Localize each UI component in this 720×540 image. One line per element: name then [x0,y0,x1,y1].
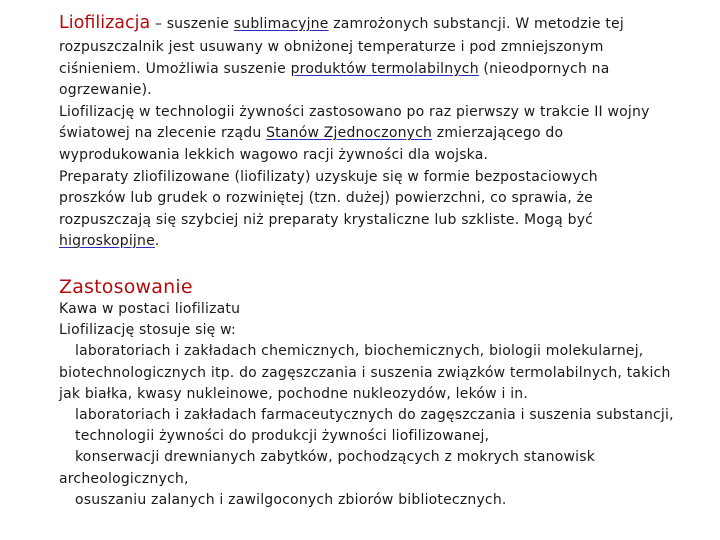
intro-line-1 [59,10,679,37]
prep-line-3: rozpuszczają się szybciej niż preparaty krystaliczne lub szkliste. Mogą być [59,211,594,228]
usage-item-3: technologii żywności do produkcji żywności liofilizowanej, [75,428,490,445]
intro-line-2: rozpuszczalnik jest usuwany w obniżonej temperaturze i pod zmniejszonym [59,39,604,55]
link-thermolabile[interactable]: produktów termolabilnych [290,60,479,77]
intro-text: ciśnieniem. Umożliwia suszenie [59,60,291,77]
intro-text: zamrożonych substancji. W metodzie tej [328,16,624,32]
usage-item-1c: jak białka, kwasy nukleinowe, pochodne nukleozydów, leków i in. [59,385,529,402]
usage-item-1a: laboratoriach i zakładach chemicznych, biochemicznych, biologii molekularnej, [75,343,644,360]
slide-content [59,10,679,511]
intro-line-3 [59,59,679,81]
prep-text: . [154,233,160,250]
usage-item-4b: archeologicznych, [59,470,189,487]
history-line-1: Liofilizację w technologii żywności zastosowano po raz pierwszy w trakcie II wojny [59,103,650,120]
link-hygroscopic[interactable]: higroskopijne [59,233,155,250]
usage-item-1b: biotechnologicznych itp. do zagęszczania i suszenia związków termolabilnych, takich [59,364,671,381]
history-line-2 [59,123,679,145]
usage-item-4a: konserwacji drewnianych zabytków, pochodzących z mokrych stanowisk [75,449,596,466]
link-usa[interactable]: Stanów Zjednoczonych [266,125,433,142]
prep-line-1: Preparaty zliofilizowane (liofilizaty) uzyskuje się w formie bezpostaciowych [59,168,598,185]
usage-coffee: Kawa w postaci liofilizatu [59,300,241,317]
intro-text: (nieodpornych na [478,60,610,77]
history-line-3: wyprodukowania lekkich wagowo racji żywności dla wojska. [59,146,489,163]
link-sublimation[interactable]: sublimacyjne [233,16,329,32]
usage-item-2: laboratoriach i zakładach farmaceutycznych do zagęszczania i suszenia substancji, [75,406,674,423]
intro-paragraph [59,10,679,253]
section-title-usage: Zastosowanie [59,275,193,298]
intro-line-4: ogrzewanie). [59,82,152,99]
usage-lead: Liofilizację stosuje się w: [59,322,236,339]
usage-item-5: osuszaniu zalanych i zawilgoconych zbiorów bibliotecznych. [75,491,507,508]
intro-text: – suszenie [150,16,234,32]
prep-line-2: proszków lub grudek o rozwiniętej (tzn. dużej) powierzchni, co sprawia, że [59,190,593,207]
history-text: światowej na zlecenie rządu [59,125,267,142]
history-text: zmierzającego do [432,125,564,142]
prep-line-4 [59,231,679,253]
term-heading: Liofilizacja [59,13,151,33]
usage-list [59,299,679,511]
